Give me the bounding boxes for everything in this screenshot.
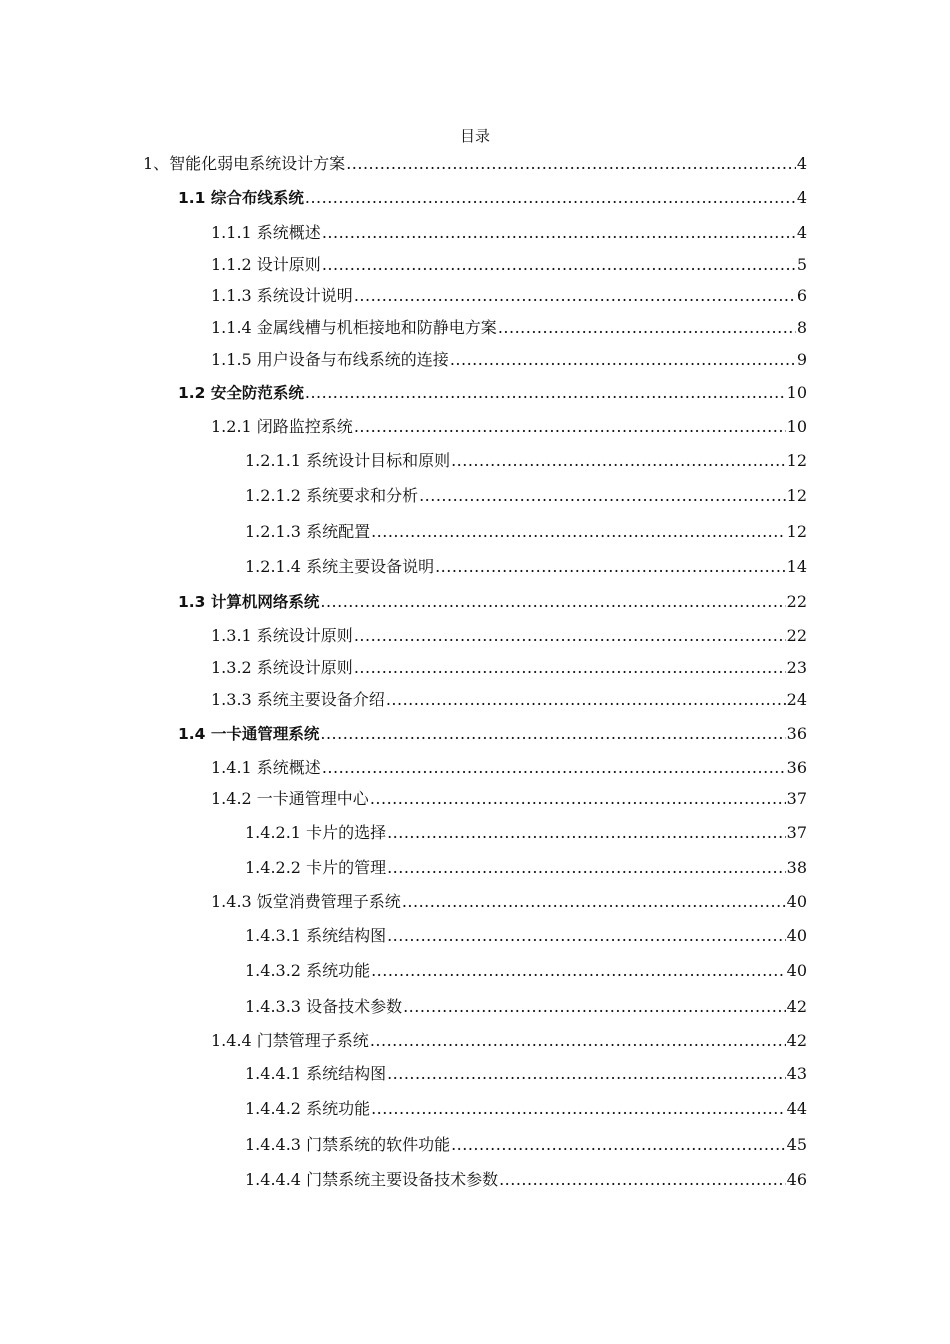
toc-leader-dots	[450, 349, 796, 371]
toc-page-number: 40	[786, 961, 807, 980]
toc-entry[interactable]	[211, 250, 807, 276]
toc-entry[interactable]	[211, 218, 807, 244]
toc-leader-dots	[322, 757, 786, 779]
toc-title: 目录	[459, 127, 490, 145]
toc-leader-dots	[354, 416, 786, 438]
toc-entry-label: 1.4.4.1 系统结构图	[245, 1064, 387, 1083]
toc-page-number: 5	[796, 255, 807, 274]
toc-entry-label: 1.2.1.4 系统主要设备说明	[245, 557, 435, 576]
toc-entry-label: 1.3 计算机网络系统	[178, 593, 320, 611]
toc-entry[interactable]	[245, 956, 807, 982]
toc-entry[interactable]	[245, 1165, 807, 1191]
toc-entry[interactable]	[211, 281, 807, 307]
toc-leader-dots	[320, 591, 785, 613]
toc-page-number: 10	[786, 417, 807, 436]
toc-page-number: 38	[786, 858, 807, 877]
toc-page-number: 14	[786, 557, 807, 576]
toc-entry-label: 1.1.4 金属线槽与机柜接地和防静电方案	[211, 318, 497, 337]
toc-entry-label: 1、智能化弱电系统设计方案	[143, 154, 346, 173]
toc-entry[interactable]	[245, 1059, 807, 1085]
toc-entry[interactable]	[211, 412, 807, 438]
toc-page-number: 37	[786, 789, 807, 808]
toc-leader-dots	[370, 788, 786, 810]
toc-entry[interactable]	[245, 992, 807, 1018]
toc-entry[interactable]	[178, 183, 807, 209]
toc-page-number: 36	[786, 724, 807, 743]
toc-leader-dots	[346, 153, 796, 175]
toc-entry[interactable]	[211, 685, 807, 711]
toc-page-number: 43	[786, 1064, 807, 1083]
toc-page-number: 22	[786, 626, 807, 645]
toc-leader-dots	[387, 822, 786, 844]
toc-page-number: 42	[786, 1031, 807, 1050]
toc-page-number: 12	[786, 451, 807, 470]
toc-leader-dots	[370, 1030, 786, 1052]
toc-page-number: 23	[786, 658, 807, 677]
toc-page-number: 40	[786, 892, 807, 911]
toc-leader-dots	[403, 996, 786, 1018]
toc-entry-label: 1.1.1 系统概述	[211, 223, 321, 242]
toc-entry-label: 1.4.2.2 卡片的管理	[245, 858, 387, 877]
toc-leader-dots	[451, 1134, 786, 1156]
toc-entry-label: 1.1.2 设计原则	[211, 255, 321, 274]
toc-leader-dots	[305, 382, 786, 404]
toc-leader-dots	[371, 1098, 786, 1120]
toc-entry[interactable]	[245, 552, 807, 578]
toc-page-number: 8	[796, 318, 807, 337]
toc-entry-label: 1.1.3 系统设计说明	[211, 286, 353, 305]
toc-entry-label: 1.4.4.3 门禁系统的软件功能	[245, 1135, 451, 1154]
toc-entry[interactable]	[211, 345, 807, 371]
toc-page-number: 44	[786, 1099, 807, 1118]
toc-entry-label: 1.2.1 闭路监控系统	[211, 417, 353, 436]
toc-entry-label: 1.2.1.2 系统要求和分析	[245, 486, 419, 505]
toc-entry-label: 1.4.3.3 设备技术参数	[245, 997, 403, 1016]
toc-entry[interactable]	[245, 853, 807, 879]
toc-leader-dots	[305, 187, 796, 209]
toc-page-number: 22	[786, 592, 807, 611]
toc-entry-label: 1.4.3.2 系统功能	[245, 961, 371, 980]
toc-entry[interactable]	[143, 149, 807, 175]
toc-entry-label: 1.4 一卡通管理系统	[178, 725, 320, 743]
toc-entry-label: 1.4.4.2 系统功能	[245, 1099, 371, 1118]
toc-entry-label: 1.4.1 系统概述	[211, 758, 321, 777]
toc-entry[interactable]	[245, 921, 807, 947]
toc-entry-label: 1.4.4 门禁管理子系统	[211, 1031, 369, 1050]
toc-leader-dots	[451, 450, 786, 472]
toc-entry-label: 1.2.1.3 系统配置	[245, 522, 371, 541]
toc-entry-label: 1.3.3 系统主要设备介绍	[211, 690, 385, 709]
toc-page-number: 4	[796, 188, 807, 207]
toc-page-number: 24	[786, 690, 807, 709]
toc-leader-dots	[387, 857, 786, 879]
toc-page-number: 45	[786, 1135, 807, 1154]
toc-entry[interactable]	[211, 313, 807, 339]
toc-entry-label: 1.4.3.1 系统结构图	[245, 926, 387, 945]
toc-entry[interactable]	[245, 481, 807, 507]
toc-leader-dots	[354, 657, 786, 679]
toc-leader-dots	[371, 960, 786, 982]
toc-page-number: 9	[796, 350, 807, 369]
toc-leader-dots	[371, 521, 786, 543]
toc-entry[interactable]	[245, 517, 807, 543]
toc-entry[interactable]	[245, 446, 807, 472]
toc-leader-dots	[402, 891, 786, 913]
toc-page-number: 4	[796, 154, 807, 173]
toc-page-number: 36	[786, 758, 807, 777]
toc-entry[interactable]	[211, 753, 807, 779]
toc-leader-dots	[354, 285, 796, 307]
toc-leader-dots	[386, 689, 786, 711]
toc-page-number: 37	[786, 823, 807, 842]
toc-page-number: 42	[786, 997, 807, 1016]
toc-leader-dots	[498, 317, 796, 339]
toc-entry[interactable]	[211, 1026, 807, 1052]
toc-entry[interactable]	[178, 719, 807, 745]
toc-page-number: 46	[786, 1170, 807, 1189]
toc-entry-label: 1.4.3 饭堂消费管理子系统	[211, 892, 401, 911]
toc-leader-dots	[499, 1169, 786, 1191]
toc-entry-label: 1.4.2 一卡通管理中心	[211, 789, 369, 808]
toc-entry-label: 1.4.2.1 卡片的选择	[245, 823, 387, 842]
toc-entry-label: 1.3.2 系统设计原则	[211, 658, 353, 677]
toc-leader-dots	[387, 925, 786, 947]
toc-entry-label: 1.2.1.1 系统设计目标和原则	[245, 451, 451, 470]
toc-entry[interactable]	[178, 587, 807, 613]
toc-entry-label: 1.1.5 用户设备与布线系统的连接	[211, 350, 449, 369]
toc-leader-dots	[320, 723, 785, 745]
toc-page-number: 40	[786, 926, 807, 945]
toc-entry[interactable]	[178, 378, 807, 404]
toc-page-number: 10	[786, 383, 807, 402]
toc-leader-dots	[387, 1063, 786, 1085]
toc-entry-label: 1.2 安全防范系统	[178, 384, 304, 402]
toc-page-number: 12	[786, 486, 807, 505]
toc-entry-label: 1.3.1 系统设计原则	[211, 626, 353, 645]
toc-leader-dots	[419, 485, 786, 507]
toc-entry-label: 1.1 综合布线系统	[178, 189, 304, 207]
toc-entry[interactable]	[211, 621, 807, 647]
toc-leader-dots	[435, 556, 786, 578]
toc-page-number: 12	[786, 522, 807, 541]
toc-leader-dots	[322, 222, 796, 244]
toc-leader-dots	[322, 254, 796, 276]
toc-entry[interactable]	[211, 784, 807, 810]
toc-entry[interactable]	[245, 1094, 807, 1120]
toc-page-number: 4	[796, 223, 807, 242]
toc-entry[interactable]	[245, 818, 807, 844]
toc-entry[interactable]	[245, 1130, 807, 1156]
toc-page-number: 6	[796, 286, 807, 305]
toc-entry-label: 1.4.4.4 门禁系统主要设备技术参数	[245, 1170, 499, 1189]
toc-entry[interactable]	[211, 887, 807, 913]
toc-leader-dots	[354, 625, 786, 647]
toc-entry[interactable]	[211, 653, 807, 679]
